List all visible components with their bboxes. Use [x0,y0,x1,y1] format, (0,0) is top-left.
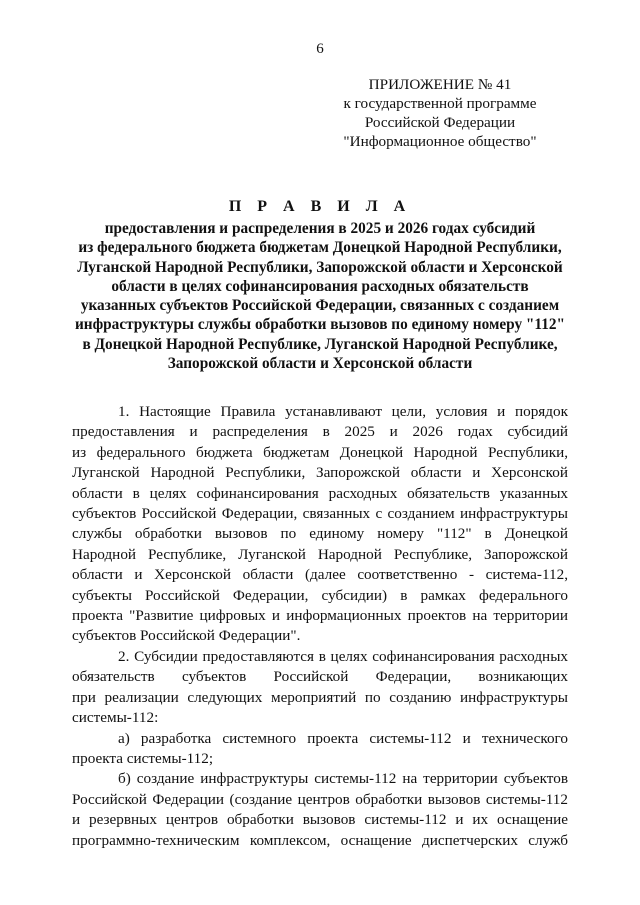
body-line: из федерального бюджета бюджетам Донецкой Народной Республики, [72,443,568,461]
body-line: службы обработки вызовов по единому номеру "112" в Донецкой [72,525,568,543]
appendix-block [330,75,550,151]
subtitle-line: области в целях софинансирования расходных обязательств [111,277,529,295]
subtitle-line: Луганской Народной Республики, Запорожской области и Херсонской [77,258,563,276]
subtitle-line: из федерального бюджета бюджетам Донецкой Народной Республики, [78,239,562,257]
body-line: Народной Республике, Луганской Народной Республике, Запорожской [72,545,568,563]
body-line: субъекты Российской Федерации, субсидии) в рамках федерального [72,586,568,604]
page-number: 6 [316,41,324,57]
document-title: П Р А В И Л А [228,198,412,215]
appendix-line: Российской Федерации [364,114,516,131]
body-line: проекта системы-112; [72,749,214,767]
document-subtitle [60,219,580,373]
body-line: при реализации следующих мероприятий по созданию инфраструктуры [72,688,568,706]
body-line: б) создание инфраструктуры системы-112 на территории субъектов [118,770,568,788]
body-line: 2. Субсидии предоставляются в целях софинансирования расходных [118,647,568,665]
body-line: области в целях софинансирования расходных обязательств указанных [72,484,568,502]
body-line: проекта "Развитие цифровых и информационных проектов на территории [72,607,568,625]
subtitle-line: предоставления и распределения в 2025 и 2026 годах субсидий [104,220,536,237]
body-line: а) разработка системного проекта системы-112 и технического [118,729,568,747]
document-body [72,402,568,851]
appendix-line: "Информационное общество" [343,133,537,150]
subtitle-line: в Донецкой Народной Республике, Луганской Народной Республике, [82,335,558,353]
body-line: субъектов Российской Федерации, связанных с созданием инфраструктуры [72,505,568,523]
appendix-line: ПРИЛОЖЕНИЕ № 41 [368,76,512,93]
body-line: Луганской Народной Республики, Запорожской области и Херсонской [72,464,568,482]
body-line: обязательств субъектов Российской Федерации, возникающих [72,668,568,686]
subtitle-line: Запорожской области и Херсонской области [167,355,473,373]
body-line: области и Херсонской области (далее соответственно - система-112, [72,566,568,584]
body-line: субъектов Российской Федерации". [72,627,301,645]
body-line: и резервных центров обработки вызовов системы-112 и их оснащение [72,811,568,829]
body-line: 1. Настоящие Правила устанавливают цели, условия и порядок [118,403,568,420]
subtitle-line: инфраструктуры службы обработки вызовов по единому номеру "112" [74,316,566,334]
body-line: предоставления и распределения в 2025 и 2026 годах субсидий [72,423,568,441]
body-line: системы-112: [72,709,159,727]
appendix-line: к государственной программе [343,95,537,112]
body-line: программно-техническим комплексом, оснащение диспетчерских служб [72,831,568,849]
subtitle-line: указанных субъектов Российской Федерации, связанных с созданием [80,297,560,315]
body-line: Российской Федерации (создание центров обработки вызовов системы-112 [72,790,568,808]
